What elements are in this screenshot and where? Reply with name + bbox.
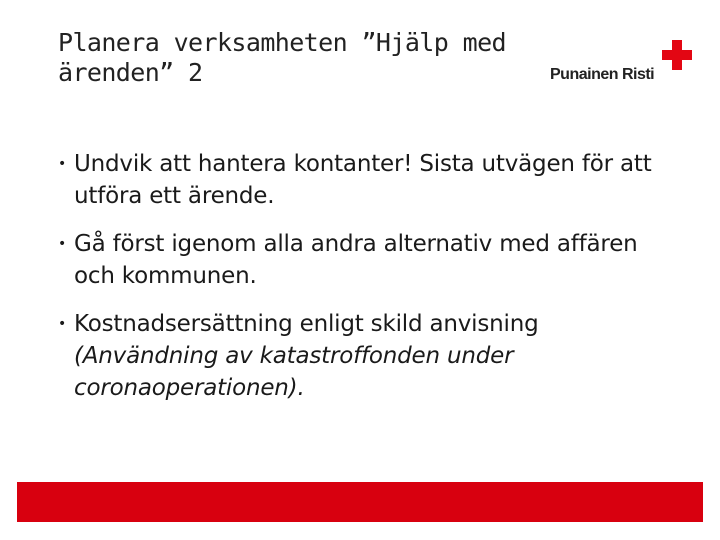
bullet-item xyxy=(58,148,678,212)
logo-text: Punainen Risti xyxy=(550,66,655,83)
bullet-item xyxy=(58,308,678,404)
bullet-text: Undvik att hantera kontanter! Sista utvägen för att utföra ett ärende. xyxy=(74,151,652,209)
bullet-marker: • xyxy=(58,236,67,252)
bullet-item xyxy=(58,228,678,292)
red-cross-logo xyxy=(548,40,696,90)
bullet-italic-note: (Användning av katastroffonden under coronaoperationen). xyxy=(74,343,514,401)
cross-horizontal-bar xyxy=(662,50,692,60)
bullet-marker: • xyxy=(58,156,67,172)
bullet-text: Gå först igenom alla andra alternativ med affären och kommunen. xyxy=(74,231,638,289)
red-cross-icon xyxy=(662,40,692,70)
footer-bar xyxy=(17,482,703,522)
slide-title: Planera verksamheten ”Hjälp med ärenden” 2 xyxy=(58,28,506,87)
bullet-list xyxy=(58,148,678,420)
bullet-text: Kostnadsersättning enligt skild anvisning xyxy=(74,311,539,337)
bullet-marker: • xyxy=(58,316,67,332)
